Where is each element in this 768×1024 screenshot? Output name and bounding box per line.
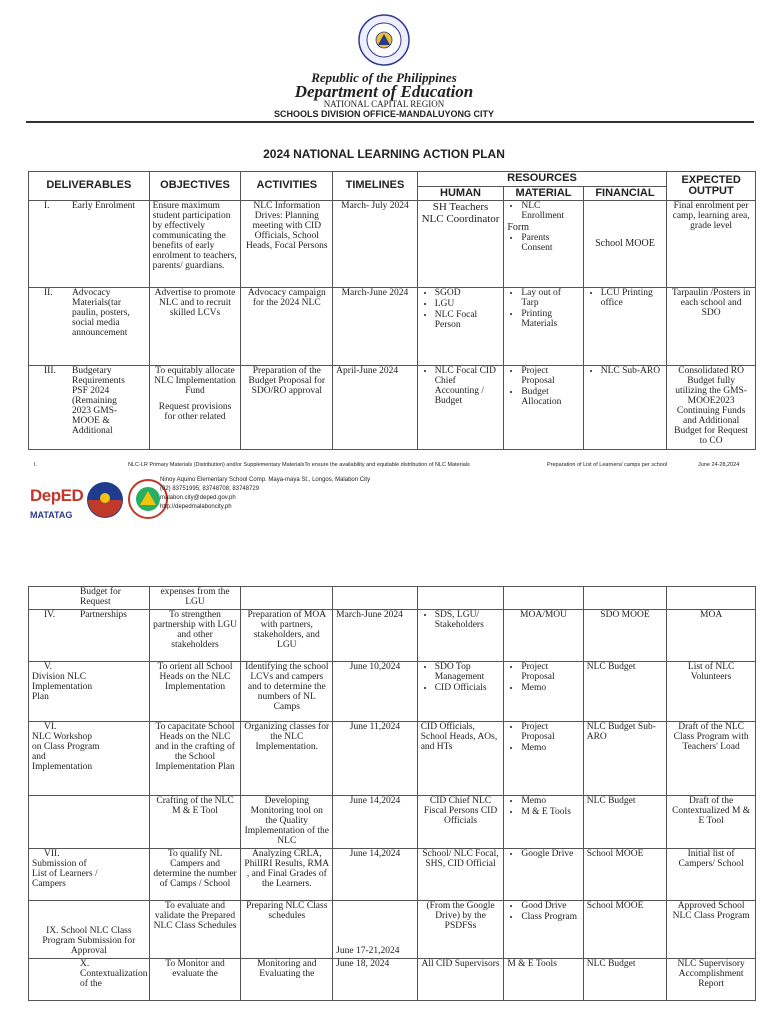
financial-cell: NLC Budget [583, 661, 667, 721]
deliverable-text: Submission of List of Learners / Campers [32, 858, 98, 889]
deliverable-text: Early Enrolment [72, 201, 136, 212]
financial-cell: School MOOE [583, 848, 667, 900]
objective-cell: To orient all School Heads on the NLC Implementation [149, 661, 241, 721]
footer-number: I. [34, 462, 38, 468]
republic-line: Republic of the Philippines [311, 70, 457, 85]
human-cell [417, 366, 504, 450]
timeline-cell: June 17-21,2024 [333, 900, 418, 958]
timeline-cell: March-June 2024 [333, 288, 418, 366]
table-row [29, 201, 756, 288]
phone-text: (02) 83751995; 83748708; 83748729 [160, 486, 260, 492]
timeline-cell: June 14,2024 [333, 848, 418, 900]
financial-cell: NLC Budget [583, 795, 667, 848]
row-number: IV. [44, 609, 56, 620]
department-line: Department of Education [294, 82, 474, 101]
footer-text: NLC-LR Primary Materials (Distribution) and/or Supplementary MaterialsTo ensure the availability and equitable distribution of NLC Materials [128, 462, 470, 468]
human-cell: CID Chief NLC Fiscal Persons CID Officials [417, 795, 504, 848]
deliverable-cell [29, 661, 150, 721]
material-cell [504, 661, 583, 721]
output-cell: Draft of the Contextualized M & E Tool [667, 795, 756, 848]
material-cell [504, 900, 583, 958]
list-item: • Good Drive [521, 902, 579, 912]
objective-cell: Ensure maximum student participation by effectively communicating the benefits of early enrolment to teachers, parents/ guardians. [149, 201, 241, 288]
output-cell: List of NLC Volunteers [667, 661, 756, 721]
list-item: • CID Officials [435, 684, 501, 694]
material-cell [504, 587, 583, 610]
output-cell: Initial list of Campers/ School [667, 848, 756, 900]
list-item: • Memo [521, 744, 579, 754]
human-text: SDS, [434, 609, 455, 620]
list-item: • LCU Printing office [601, 289, 664, 309]
timeline-cell: March-June 2024 [333, 609, 418, 661]
table-row [29, 958, 756, 1000]
human-text: LGU/ Stakeholders [434, 609, 484, 630]
deliverable-text: Partnerships [80, 609, 127, 620]
objective-cell: Advertise to promote NLC and to recruit skilled LCVs [149, 288, 241, 366]
objective-cell: To Monitor and evaluate the [149, 958, 241, 1000]
financial-cell [583, 288, 667, 366]
footer-right: Preparation of List of Learners/ camps per school [547, 462, 668, 468]
deliverable-cell: IX. School NLC Class Program Submission for Approval [29, 900, 150, 958]
timeline-cell: April-June 2024 [333, 366, 418, 450]
table-row [29, 900, 756, 958]
deliverable-text: Budget for Request [80, 587, 121, 607]
material-cell [504, 366, 583, 450]
deliverable-cell [29, 587, 150, 610]
col-timelines: TIMELINES [333, 172, 418, 201]
action-plan-table-page2 [28, 586, 756, 1001]
objective-text: To equitably allocate NLC Implementation Fund [154, 366, 236, 397]
output-cell: Approved School NLC Class Program [667, 900, 756, 958]
list-item: • NLC Focal Person [435, 311, 501, 331]
output-cell: MOA [667, 609, 756, 661]
financial-cell: NLC Budget [583, 958, 667, 1000]
objective-cell: To strengthen partnership with LGU and other stakeholders [149, 609, 241, 661]
row-number: X. [80, 958, 90, 969]
objective-cell: To qualify NL Campers and determine the number of Camps / School [149, 848, 241, 900]
list-item: • Memo [521, 684, 579, 694]
col-deliverables: DELIVERABLES [29, 172, 150, 201]
header-rule [26, 121, 754, 123]
financial-cell: School MOOE [583, 900, 667, 958]
timeline-cell: June 10,2024 [333, 661, 418, 721]
list-item: • M & E Tools [521, 808, 579, 818]
deliverable-cell [29, 958, 150, 1000]
material-cell [504, 288, 583, 366]
output-cell: Consolidated RO Budget fully utilizing the GMS-MOOE2023 Continuing Funds and Additional Budget for Request to CO [667, 366, 756, 450]
table-row [29, 609, 756, 661]
action-plan-table-page1 [28, 171, 756, 450]
col-financial: FINANCIAL [583, 186, 667, 201]
list-item: • Parents Consent [521, 234, 579, 254]
deped-logo [30, 486, 83, 520]
activity-cell: Monitoring and Evaluating the [241, 958, 333, 1000]
deliverable-cell [29, 366, 150, 450]
financial-cell: School MOOE [583, 201, 667, 288]
list-item: • Budget Allocation [521, 388, 579, 408]
timeline-cell: June 11,2024 [333, 721, 418, 795]
row-number: VI. [44, 721, 57, 732]
material-cell: MOA/MOU [504, 609, 583, 661]
objective-text: Request provisions for other related [158, 402, 232, 422]
human-cell: All CID Supervisors [417, 958, 504, 1000]
material-cell: M & E Tools [504, 958, 583, 1000]
bagong-pilipinas-logo [86, 481, 124, 519]
timeline-cell [333, 587, 418, 610]
table-row [29, 366, 756, 450]
footer-date: June 24-28,2024 [698, 462, 740, 468]
list-item: • NLC Sub-ARO [601, 367, 664, 377]
timeline-cell: June 14,2024 [333, 795, 418, 848]
output-cell: NLC Supervisory Accomplishment Report [667, 958, 756, 1000]
list-item: • Lay out of Tarp [521, 289, 579, 309]
table-row [29, 661, 756, 721]
material-cell [504, 721, 583, 795]
human-cell [417, 661, 504, 721]
website-link[interactable]: http://depedmalaboncity.ph [160, 504, 232, 510]
activity-cell: Analyzing CRLA, PhilIRI Results, RMA , and Final Grades of the Learners. [241, 848, 333, 900]
table-row [29, 848, 756, 900]
objective-cell: To capacitate School Heads on the NLC and in the crafting of the School Implementation Plan [149, 721, 241, 795]
output-cell: Tarpaulin /Posters in each school and SDO [667, 288, 756, 366]
table-row [29, 288, 756, 366]
human-cell: (From the Google Drive) by the PSDFSs [417, 900, 504, 958]
address-text: Ninoy Aquino Elementary School Comp. Maya-maya St., Longos, Malabon City [160, 477, 371, 483]
matatag-logo-text: MATATAG [30, 510, 73, 520]
table-row [29, 795, 756, 848]
row-number: II. [44, 288, 53, 299]
human-cell: CID Officials, School Heads, AOs, and HTs [417, 721, 504, 795]
row-number: III. [44, 366, 56, 377]
list-item [435, 611, 501, 631]
deliverable-text: Advocacy Materials(tar paulin, posters, social media announcement [72, 288, 130, 338]
human-cell: SH Teachers NLC Coordinator [417, 201, 504, 288]
table-row [29, 587, 756, 610]
deliverable-cell [29, 609, 150, 661]
col-expected-output: EXPECTED OUTPUT [667, 172, 756, 201]
division-line: SCHOOLS DIVISION OFFICE-MANDALUYONG CITY [273, 109, 494, 119]
deliverable-cell [29, 201, 150, 288]
human-cell [417, 288, 504, 366]
contact-info [160, 476, 370, 512]
human-cell: School/ NLC Focal, SHS, CID Official [417, 848, 504, 900]
objective-cell: Crafting of the NLC M & E Tool [149, 795, 241, 848]
col-resources: RESOURCES [417, 172, 667, 187]
activity-cell: Advocacy campaign for the 2024 NLC [241, 288, 333, 366]
list-item: • NLC Enrollment [521, 202, 579, 222]
output-cell: Draft of the NLC Class Program with Teachers' Load [667, 721, 756, 795]
deliverable-cell [29, 795, 150, 848]
material-cell [504, 201, 583, 288]
human-cell [417, 609, 504, 661]
objective-cell [149, 366, 241, 450]
objective-cell: To evaluate and validate the Prepared NLC Class Schedules [149, 900, 241, 958]
row-number: VII. [44, 848, 60, 859]
activity-cell: Organizing classes for the NLC Implementation. [241, 721, 333, 795]
financial-cell: NLC Budget Sub-ARO [583, 721, 667, 795]
region-line: NATIONAL CAPITAL REGION [323, 99, 445, 109]
material-cell [504, 848, 583, 900]
list-item: • NLC Focal CID Chief Accounting / Budget [435, 367, 501, 407]
activity-cell: NLC Information Drives: Planning meeting with CID Officials, School Heads, Focal Persons [241, 201, 333, 288]
list-item: • SDO Top Management [435, 663, 501, 683]
financial-cell [583, 366, 667, 450]
timeline-cell: June 18, 2024 [333, 958, 418, 1000]
col-material: MATERIAL [504, 186, 583, 201]
financial-cell [583, 587, 667, 610]
list-item: • Printing Materials [521, 310, 579, 330]
row-number: I. [44, 201, 50, 212]
table-row [29, 721, 756, 795]
activity-cell: Preparing NLC Class schedules [241, 900, 333, 958]
output-cell: Final enrolment per camp, learning area, grade level [667, 201, 756, 288]
col-objectives: OBJECTIVES [149, 172, 241, 201]
list-item: • Project Proposal [521, 663, 579, 683]
timeline-cell: March- July 2024 [333, 201, 418, 288]
list-item: • Project Proposal [521, 723, 579, 743]
list-item: • Project Proposal [521, 367, 579, 387]
deliverable-cell [29, 848, 150, 900]
objective-cell: expenses from the LGU [149, 587, 241, 610]
col-activities: ACTIVITIES [241, 172, 333, 201]
deped-seal-logo [358, 14, 410, 66]
deliverable-text: Division NLC Implementation Plan [32, 671, 93, 702]
deliverable-text: NLC Workshop on Class Program and Implementation [32, 731, 100, 772]
output-cell [667, 587, 756, 610]
deped-logo-text: DepED [30, 486, 84, 505]
activity-cell: Preparation of MOA with partners, stakeholders, and LGU [241, 609, 333, 661]
list-item: • Memo [521, 797, 579, 807]
list-item: • SGOD [435, 289, 501, 299]
list-item: • LGU [435, 300, 501, 310]
financial-cell: SDO MOOE [583, 609, 667, 661]
activity-cell: Identifying the school LCVs and campers and to determine the numbers of NL Camps [241, 661, 333, 721]
row-number: V. [44, 661, 53, 672]
material-cell [504, 795, 583, 848]
activity-cell: Preparation of the Budget Proposal for SDO/RO approval [241, 366, 333, 450]
deliverable-cell [29, 721, 150, 795]
deliverable-cell [29, 288, 150, 366]
activity-cell [241, 587, 333, 610]
document-title: 2024 NATIONAL LEARNING ACTION PLAN [263, 147, 505, 161]
email-text: malabon.city@deped.gov.ph [160, 495, 236, 501]
deliverable-text: Budgetary Requirements PSF 2024 (Remaining 2023 GMS- MOOE & Additional [72, 366, 125, 436]
deliverable-text: Contextualization of the [80, 968, 148, 989]
list-item: • Class Program [521, 913, 579, 923]
list-item: • Google Drive [521, 850, 579, 860]
human-cell [417, 587, 504, 610]
activity-cell: Developing Monitoring tool on the Quality Implementation of the NLC [241, 795, 333, 848]
material-form: Form [507, 222, 529, 234]
col-human: HUMAN [417, 186, 504, 201]
